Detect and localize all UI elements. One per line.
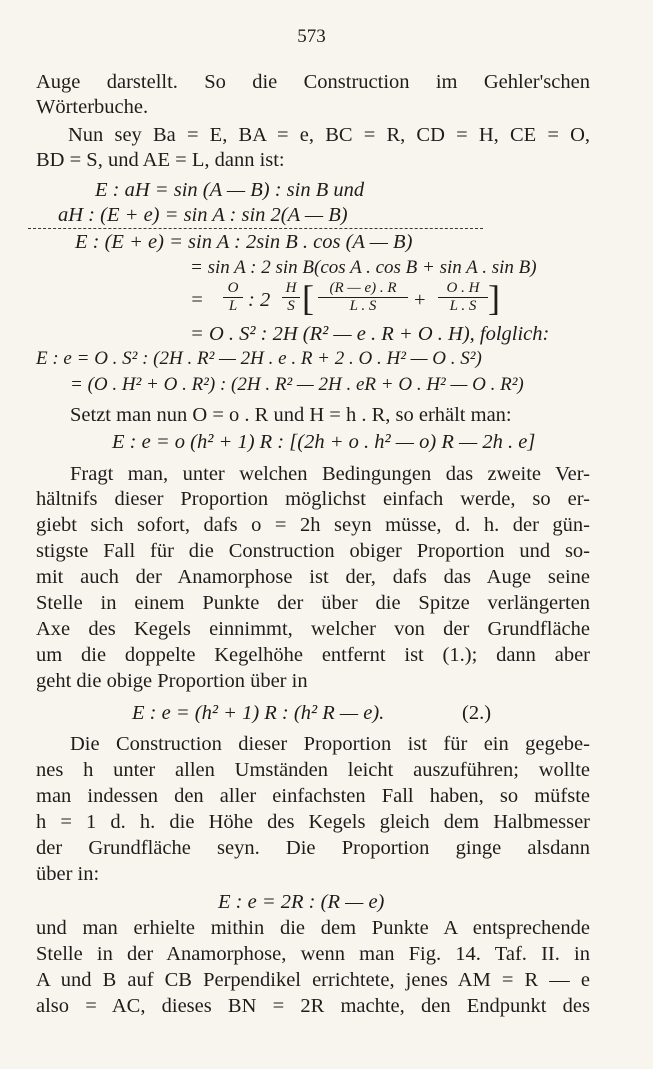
text-line: also = AC, dieses BN = 2R machte, den Endpunkt des <box>36 995 590 1017</box>
fraction-rule <box>28 228 483 229</box>
text-line: man indessen den aller einfachsten Fall haben, so müfste <box>36 785 590 807</box>
text-line: hältnifs dieser Proportion möglichst einfach werde, so er- <box>36 488 590 510</box>
text-line: Wörterbuche. <box>36 96 149 118</box>
fraction-h-over-s <box>282 280 300 315</box>
equation-line: E : (E + e) = sin A : 2sin B . cos (A — B) <box>75 231 413 253</box>
fraction-o-over-l <box>223 280 243 315</box>
text-line: A und B auf CB Perpendikel errichtete, jenes AM = R — e <box>36 969 590 991</box>
equation-line: = sin A : 2 sin B(cos A . cos B + sin A . sin B) <box>190 257 537 278</box>
text-line: geht die obige Proportion über in <box>36 670 308 692</box>
equation-line: = O . S² : 2H (R² — e . R + O . H), folglich: <box>190 323 550 345</box>
equation-line: E : e = O . S² : (2H . R² — 2H . e . R + 2 . O . H² — O . S²) <box>36 348 482 369</box>
text-line: um die doppelte Kegelhöhe entfernt ist (1.); dann aber <box>36 644 590 666</box>
text-line: über in: <box>36 863 100 885</box>
right-bracket: ] <box>488 278 500 318</box>
text-line: Auge darstellt. So die Construction im Gehler'schen <box>36 71 590 93</box>
text-line: nes h unter allen Umständen leicht auszuführen; wollte <box>36 759 590 781</box>
fraction-denominator: L . S <box>349 298 377 314</box>
fraction-numerator: H <box>282 280 300 298</box>
equation-line: E : e = (h² + 1) R : (h² R — e). <box>132 702 385 724</box>
equation-text: : 2 <box>248 289 271 311</box>
equation-line: E : e = o (h² + 1) R : [(2h + o . h² — o) R — 2h . e] <box>112 431 536 453</box>
text-line: BD = S, und AE = L, dann ist: <box>36 149 285 171</box>
text-line: giebt sich sofort, dafs o = 2h seyn müsse, d. h. der gün- <box>36 514 590 536</box>
fraction-numerator: O <box>223 280 243 298</box>
fraction-denominator: L <box>228 298 238 314</box>
equation-line: aH : (E + e) = sin A : sin 2(A — B) <box>58 204 348 226</box>
equation-line: = (O . H² + O . R²) : (2H . R² — 2H . eR + O . H² — O . R²) <box>70 374 524 395</box>
text-line: und man erhielte mithin die dem Punkte A entsprechende <box>36 917 590 939</box>
text-line: Nun sey Ba = E, BA = e, BC = R, CD = H, CE = O, <box>68 124 590 146</box>
left-bracket: [ <box>302 278 314 318</box>
text-line: Fragt man, unter welchen Bedingungen das zweite Ver- <box>70 463 590 485</box>
text-line: Setzt man nun O = o . R und H = h . R, so erhält man: <box>70 404 512 426</box>
equation-sign: + <box>414 289 426 311</box>
text-line: h = 1 d. h. die Höhe des Kegels gleich dem Halbmesser <box>36 811 590 833</box>
text-line: stigste Fall für die Construction obiger Proportion und so- <box>36 540 590 562</box>
text-line: mit auch der Anamorphose ist der, dafs das Auge seine <box>36 566 590 588</box>
text-line: der Grundfläche seyn. Die Proportion ginge alsdann <box>36 837 590 859</box>
text-line: Axe des Kegels einnimmt, welcher von der Grundfläche <box>36 618 590 640</box>
equation-number: (2.) <box>462 702 492 724</box>
text-line: Die Construction dieser Proportion ist für ein gegebe- <box>70 733 590 755</box>
fraction-oh-over-ls <box>438 280 488 315</box>
equation-line: E : e = 2R : (R — e) <box>218 891 385 913</box>
page-number: 573 <box>297 26 326 47</box>
equation-line: E : aH = sin (A — B) : sin B und <box>95 179 365 201</box>
fraction-denominator: L . S <box>449 298 477 314</box>
text-line: Stelle in einem Punkte der über die Spitze verlängerten <box>36 592 590 614</box>
text-line: Stelle in der Anamorphose, wenn man Fig. 14. Taf. II. in <box>36 943 590 965</box>
fraction-denominator: S <box>287 298 295 314</box>
fraction-numerator: (R — e) . R <box>318 280 408 298</box>
fraction-numerator: O . H <box>438 280 488 298</box>
equation-sign: = <box>190 289 204 311</box>
fraction-re-over-ls <box>318 280 408 315</box>
